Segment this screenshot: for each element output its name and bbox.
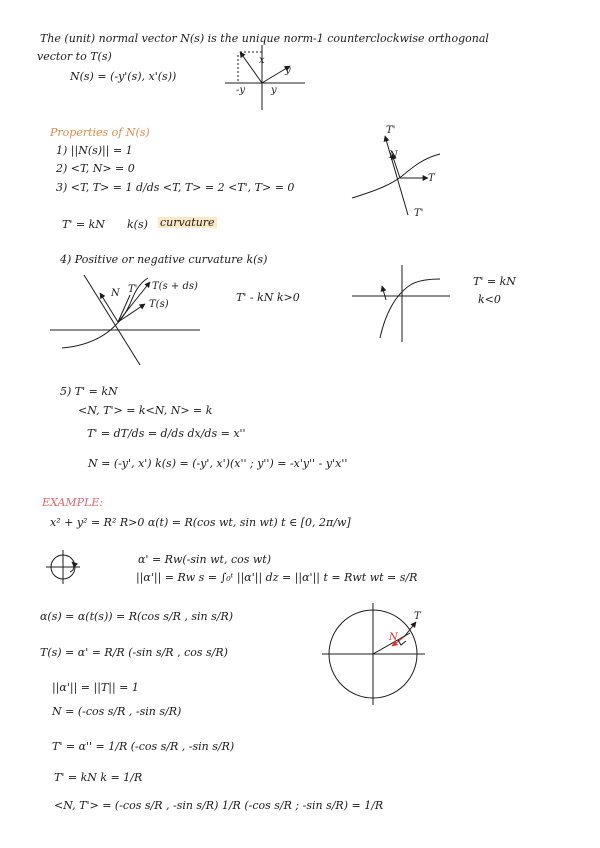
example-line-10: <N, T'> = (-cos s/R , -sin s/R) 1/R (-cos s/R ; -sin s/R) = 1/R <box>54 799 384 812</box>
section4-right-relation-2: k<0 <box>478 293 501 306</box>
normal-formula: N(s) = (-y'(s), x'(s)) <box>70 70 177 83</box>
prop-fig-tprime-top: T' <box>386 125 396 136</box>
s4-fig-tsds: T(s + ds) <box>152 281 198 292</box>
section5-line-2: <N, T'> = k<N, N> = k <box>78 404 213 417</box>
intro-fig-y: y <box>285 65 291 76</box>
negative-curvature-sketch <box>352 265 450 342</box>
s4-fig-n: N <box>111 288 120 299</box>
prop-fig-tprime-bottom: T' <box>414 208 424 219</box>
property-3: 3) <T, T> = 1 d/ds <T, T> = 2 <T', T> = 0 <box>56 181 295 194</box>
section4-left-relation: T' - kN k>0 <box>236 291 300 304</box>
curvature-relation: T' = kN <box>62 218 105 231</box>
example-line-1: x² + y² = R² R>0 α(t) = R(cos wt, sin wt) t ∈ [0, 2π/w] <box>50 516 351 529</box>
intro-fig-x: x <box>259 55 265 66</box>
example-line-9: T' = kN k = 1/R <box>54 771 143 784</box>
s4-fig-tprime: T' <box>128 284 138 295</box>
properties-heading: Properties of N(s) <box>50 126 150 139</box>
properties-sketch <box>352 136 440 215</box>
intro-line-2: vector to T(s) <box>37 50 112 63</box>
intro-fig-neg-y: -y <box>236 85 246 96</box>
example-line-6: ||α'|| = ||T|| = 1 <box>52 681 139 694</box>
s4-fig-ts: T(s) <box>149 299 169 310</box>
example-line-2: α' = Rw(-sin wt, cos wt) <box>138 553 271 566</box>
curvature-symbol: k(s) <box>127 218 148 231</box>
property-1: 1) ||N(s)|| = 1 <box>56 144 133 157</box>
example-line-8: T' = α'' = 1/R (-cos s/R , -sin s/R) <box>52 740 235 753</box>
example-large-circle <box>322 603 425 705</box>
section4-right-relation-1: T' = kN <box>473 275 516 288</box>
example-small-circle <box>46 550 80 584</box>
example-line-3: ||α'|| = Rw s = ∫₀ᵗ ||α'|| dz = ||α'|| t = Rwt wt = s/R <box>136 571 418 584</box>
intro-fig-y2: y <box>271 85 277 96</box>
example-line-7: N = (-cos s/R , -sin s/R) <box>52 705 182 718</box>
prop-fig-n: N <box>389 150 398 161</box>
section5-line-1: 5) T' = kN <box>60 385 118 398</box>
section5-line-3: T' = dT/ds = d/ds dx/ds = x'' <box>87 427 246 440</box>
property-2: 2) <T, N> = 0 <box>56 162 135 175</box>
curvature-word: curvature <box>160 216 215 229</box>
example-line-4: α(s) = α(t(s)) = R(cos s/R , sin s/R) <box>40 610 234 623</box>
ex-fig-n: N <box>389 632 398 643</box>
prop-fig-t: T <box>428 173 435 184</box>
section4-heading: 4) Positive or negative curvature k(s) <box>60 253 268 266</box>
intro-line-1: The (unit) normal vector N(s) is the unique norm-1 counterclockwise orthogonal <box>40 32 489 45</box>
example-line-5: T(s) = α' = R/R (-sin s/R , cos s/R) <box>40 646 228 659</box>
example-heading: EXAMPLE: <box>42 496 104 509</box>
section5-line-4: N = (-y', x') k(s) = (-y', x')(x'' ; y'') = -x'y'' - y'x'' <box>88 457 348 470</box>
ex-fig-t: T <box>414 611 421 622</box>
intro-sketch <box>225 45 305 110</box>
